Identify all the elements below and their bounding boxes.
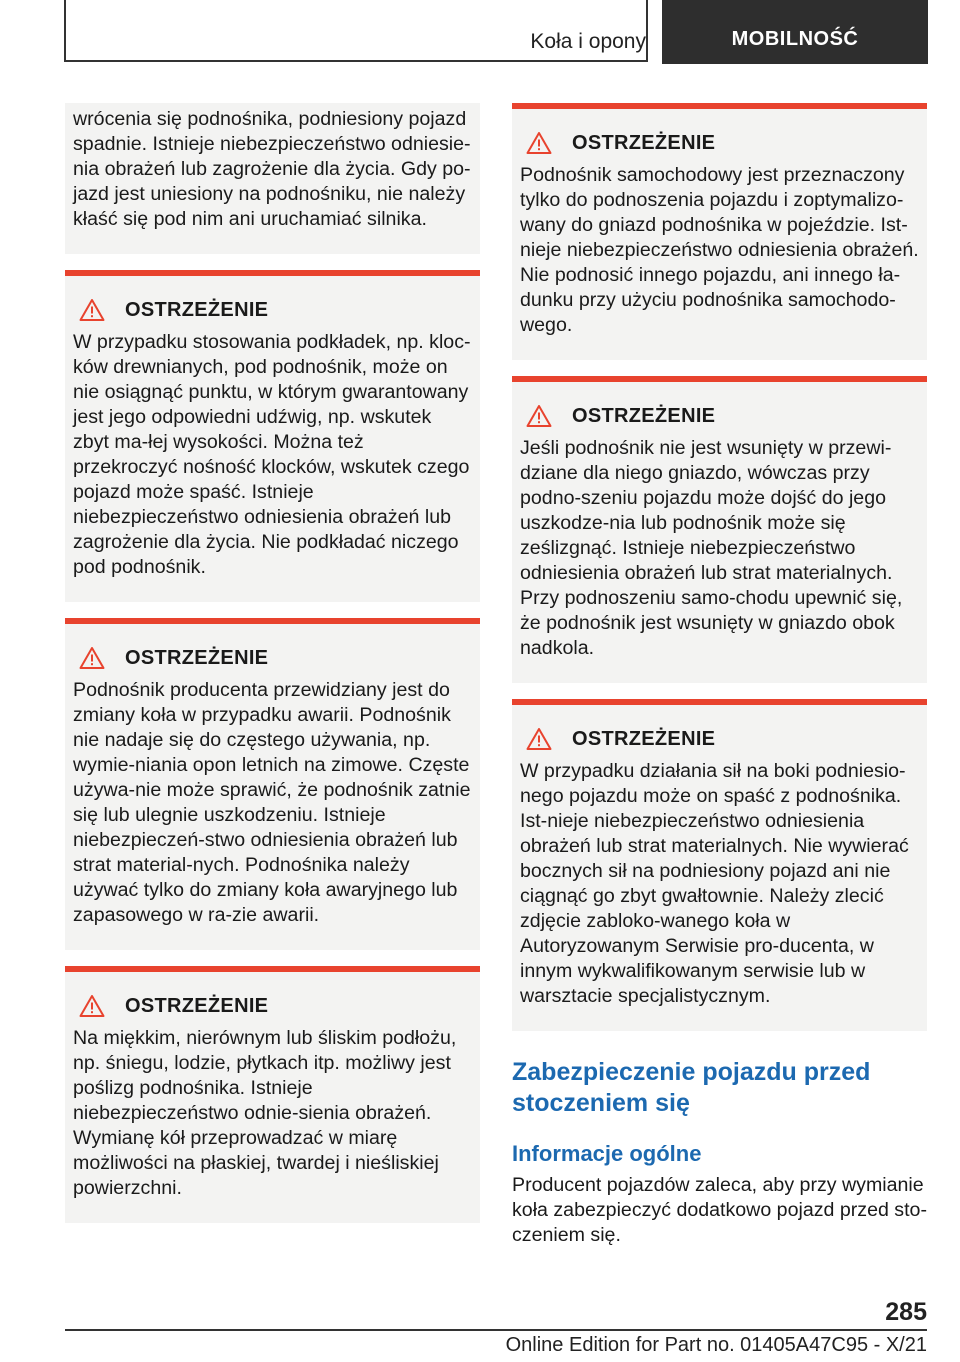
- page-number: 285: [885, 1298, 927, 1326]
- warning-triangle-icon: [526, 131, 552, 155]
- warning-box: [512, 699, 927, 1031]
- warning-header: [79, 994, 472, 1018]
- body-paragraph: Producent pojazdów zaleca, aby przy wymianie koła zabezpieczyć dodatkowo pojazd przed sto-czeniem się.: [512, 1174, 927, 1246]
- warning-text: Podnośnik samochodowy jest przeznaczony tylko do podnoszenia pojazdu i zoptymalizo-wany do gniazd podnośnika w pojeździe. Ist-nieje niebezpieczeństwo odniesienia obrażeń. Nie podnosić innego pojazdu, ani innego ła-dunku przy użyciu podnośnika samochodo-wego.: [520, 164, 919, 336]
- warning-triangle-icon: [79, 298, 105, 322]
- warning-triangle-icon: [526, 404, 552, 428]
- warning-text: Jeśli podnośnik nie jest wsunięty w przewi-dziane dla niego gniazdo, wówczas przy podno-szeniu pojazdu może dojść do jego uszkodze-nia lub podnośnik może się ześlizgnąć. Istnieje niebezpieczeństwo odniesienia obrażeń lub strat materialnych. Przy podnoszeniu samo-chodu upewnić się, że podnośnik jest wsunięty w gniazdo obok nadkola.: [520, 437, 903, 659]
- warning-box: [512, 376, 927, 683]
- warning-box: [512, 103, 927, 360]
- warning-header: [526, 404, 919, 428]
- warning-triangle-icon: [526, 727, 552, 751]
- warning-text: W przypadku stosowania podkładek, np. kloc-ków drewnianych, pod podnośnik, może on nie osiągnąć punktu, w którym gwarantowany jest jego odpowiedni udźwig, np. wskutek zbyt ma-łej wysokości. Można też przekroczyć nośność klocków, wskutek czego pojazd może spaść. Istnieje niebezpieczeństwo odniesienia obrażeń lub zagrożenie dla życia. Nie podkładać niczego pod podnośnik.: [73, 331, 471, 578]
- warning-triangle-icon: [79, 646, 105, 670]
- warning-title: OSTRZEŻENIE: [125, 646, 269, 669]
- subsection-heading: Informacje ogólne: [512, 1141, 702, 1166]
- warning-title: OSTRZEŻENIE: [572, 131, 716, 154]
- warning-header: [526, 131, 919, 155]
- warning-box: [65, 966, 480, 1223]
- left-column: [65, 103, 480, 1239]
- header-section-title: Koła i opony: [530, 30, 646, 53]
- warning-header: [79, 298, 472, 322]
- warning-title: OSTRZEŻENIE: [125, 994, 269, 1017]
- warning-box: [65, 618, 480, 950]
- warning-header: [79, 646, 472, 670]
- continued-warning-box: [65, 103, 480, 254]
- right-column: [512, 103, 927, 1248]
- warning-triangle-icon: [79, 994, 105, 1018]
- warning-title: OSTRZEŻENIE: [572, 404, 716, 427]
- warning-text: Podnośnik producenta przewidziany jest do zmiany koła w przypadku awarii. Podnośnik nie nadaje się do częstego używania, np. wymie-niania opon letnich na zimowe. Częste używa-nie może sprawić, że podnośnik zatnie się lub ulegnie uszkodzeniu. Istnieje niebezpieczeń-stwo odniesienia obrażeń lub strat material-nych. Podnośnika należy używać tylko do zmiany koła awaryjnego lub zapasowego w ra-zie awarii.: [73, 679, 471, 926]
- warning-text: Na miękkim, nierównym lub śliskim podłożu, np. śniegu, lodzie, płytkach itp. możliwy jest poślizg podnośnika. Istnieje niebezpieczeństwo odnie-sienia obrażeń. Wymianę kół przeprowadzać w miarę możliwości na płaskiej, twardej i nieśliskiej powierzchni.: [73, 1027, 457, 1199]
- warning-title: OSTRZEŻENIE: [125, 298, 269, 321]
- footer-edition: Online Edition for Part no. 01405A47C95 - X/21: [505, 1334, 927, 1356]
- warning-header: [526, 727, 919, 751]
- header-chapter-tab: MOBILNOŚĆ: [662, 0, 928, 64]
- continued-warning-text: wrócenia się podnośnika, podniesiony pojazd spadnie. Istnieje niebezpieczeństwo odniesie-nia obrażeń lub zagrożenie dla życia. Gdy po-jazd jest uniesiony na podnośniku, nie należy kłaść się pod nim ani uruchamiać silnika.: [73, 108, 471, 230]
- page-header: [64, 0, 928, 64]
- section-heading: Zabezpieczenie pojazdu przed stoczeniem się: [512, 1058, 871, 1117]
- warning-text: W przypadku działania sił na boki podniesio-nego pojazdu może on spaść z podnośnika. Ist-nieje niebezpieczeństwo odniesienia obrażeń lub strat materialnych. Nie wywierać bocznych sił na podniesiony pojazd ani nie ciągnąć go zbyt gwałtownie. Należy zlecić zdjęcie zabloko-wanego koła w Autoryzowanym Serwisie pro-ducenta, w innym wykwalifikowanym serwisie lub w warsztacie specjalistycznym.: [520, 760, 909, 1007]
- footer-divider: [65, 1329, 927, 1331]
- warning-title: OSTRZEŻENIE: [572, 727, 716, 750]
- warning-box: [65, 270, 480, 602]
